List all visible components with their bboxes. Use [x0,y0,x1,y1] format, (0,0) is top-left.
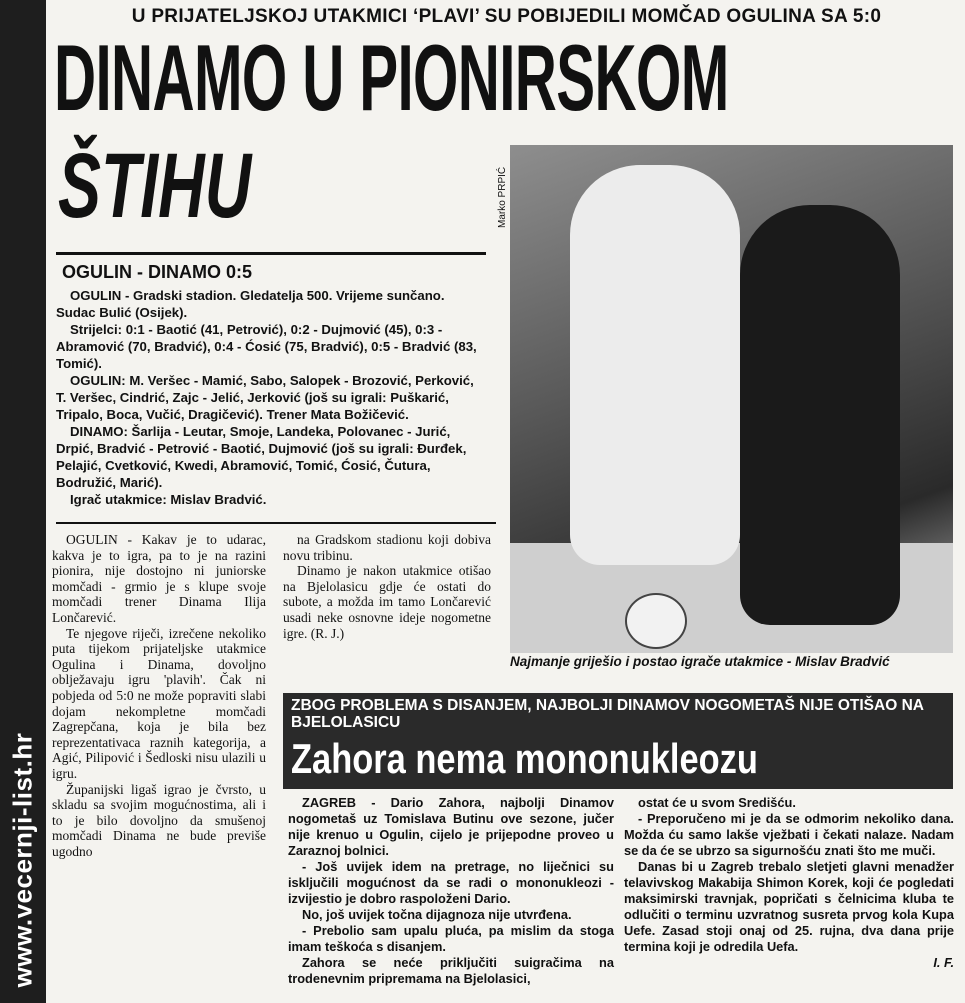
article-paragraph: na Gradskom stadionu koji dobiva novu tribinu. [283,532,491,563]
stats-scorers: Strijelci: 0:1 - Baotić (41, Petrović), 0:2 - Dujmović (45), 0:3 - Abramović (70, Bradvić), 0:4 - Ćosić (75, Bradvić), 0:5 - Bradvić (83, Tomić). [56,322,477,371]
sidebar-story-kicker: ZBOG PROBLEMA S DISANJEM, NAJBOLJI DINAMOV NOGOMETAŠ NIJE OTIŠAO NA BJELOLASICU [291,697,924,731]
stats-venue: OGULIN - Gradski stadion. Gledatelja 500. Vrijeme sunčano. Sudac Bulić (Osijek). [56,288,445,320]
article-paragraph: OGULIN - Kakav je to udarac, kakva je to igra, pa to je na razini pionira, nije dostojno ni juniorske momčadi - grmio je s klupe svoje momčadi trener Dinama Ilija Lončarević. [52,532,266,625]
story-paragraph: ostat će u svom Središću. [638,795,796,810]
headline-line-2: ŠTIHU [58,135,252,237]
story-paragraph: ZAGREB - Dario Zahora, najbolji Dinamov nogometaš uz Tomislava Butinu ove sezone, jučer nije krenuo u Ogulin, cijelo je prijepodne proveo u Zaraznoj bolnici. [288,795,614,858]
stats-dinamo-lineup: DINAMO: Šarlija - Leutar, Smoje, Landeka, Polovanec - Jurić, Drpić, Bradvić - Petrović - Baotić, Dujmović (još su igrali: Đurđek, Pelajić, Cvetković, Kwedi, Abramović, Tomić, Ćosić, Čutura, Bodružić, Marić). [56,424,467,490]
story-paragraph: - Još uvijek idem na pretrage, no liječnici su isključili mogućnost da se radi o mononukleozi - izvijestio je dobro raspoloženi Dario. [288,859,614,906]
player-white-kit [570,165,740,565]
football [625,593,687,649]
story-paragraph: - Prebolio sam upalu pluća, pa mislim da stoga imam teškoća s disanjem. [288,923,614,954]
sidebar-story-column-2 [624,795,954,971]
kicker: U PRIJATELJSKOJ UTAKMICI ‘PLAVI’ SU POBIJEDILI MOMČAD OGULINA SA 5:0 [131,6,882,27]
story-paragraph: Danas bi u Zagreb trebalo sletjeti glavni menadžer telavivskog Makabija Shimon Korek, koji će pogledati maksimirski travnjak, popričati s čelnicima kluba te odlučiti o terminu uzvratnog susreta prvog kola Kupa Uefe. Zasad stoji onaj od 25. rujna, dva dana prije termina koji je odredila Uefa. [624,859,954,954]
website-url: www.vecernji-list.hr [7,732,38,988]
sidebar-story-banner [283,693,953,789]
sidebar-strip [0,0,46,1003]
article-paragraph: Dinamo je nakon utakmice otišao na Bjelolasicu gdje će ostati do subote, a možda im tamo Lončarević usadi neke osnovne ideje nogometne igre. (R. J.) [283,563,491,641]
article-paragraph: Županijski ligaš igrao je čvrsto, u skladu sa svojim mogućnostima, ali i to je bilo dovoljno da smušenoj momčadi Dinama ne bude previše ugodno [52,781,266,859]
player-dark-kit [740,205,900,625]
match-title: OGULIN - DINAMO 0:5 [62,262,253,282]
match-stats-box [56,252,486,508]
divider [56,522,496,524]
author-signature: I. F. [933,955,954,970]
sidebar-story-title: Zahora nema mononukleozu [291,735,758,782]
article-column-2 [283,532,491,641]
article-paragraph: Te njegove riječi, izrečene nekoliko puta tijekom prijateljske utakmice Ogulina i Dinama, dovoljno oblježavaju igru 'plavih'. Čak ni pobjeda od 5:0 ne može popraviti slabi dojam nekompletne momčadi Zagrepčana, koja je bila bez reprezentativaca raznih kategorija, a Agić, Pilipović i Šedloski nisu ulazili u igru. [52,625,266,781]
stats-player-of-match: Igrač utakmice: Mislav Bradvić. [70,492,267,507]
match-photo [510,145,953,653]
stats-ogulin-lineup: OGULIN: M. Veršec - Mamić, Sabo, Salopek - Brozović, Perković, T. Veršec, Cindrić, Zajc - Jelić, Jerković (još su igrali: Puškarić, Tripalo, Boca, Vučić, Dragičević). Trener Mata Božičević. [56,373,474,422]
article-column-1 [52,532,266,859]
headline: DINAMO U PIONIRSKOM [54,25,729,130]
photo-caption: Najmanje griješio i postao igrače utakmice - Mislav Bradvić [510,654,890,669]
story-paragraph: No, još uvijek točna dijagnoza nije utvrđena. [302,907,572,922]
story-paragraph: - Preporučeno mi je da se odmorim nekoliko dana. Možda ću samo lakše vježbati i čekati nalaze. Nadam se da će se ubrzo sa sigurnošću znati što me muči. [624,811,954,858]
sidebar-story-column-1 [288,795,614,987]
story-paragraph: Zahora se neće priključiti suigračima na trodenevnim pripremama na Bjelolasici, [288,955,614,986]
photo-credit: Marko PRPIĆ [497,166,508,228]
